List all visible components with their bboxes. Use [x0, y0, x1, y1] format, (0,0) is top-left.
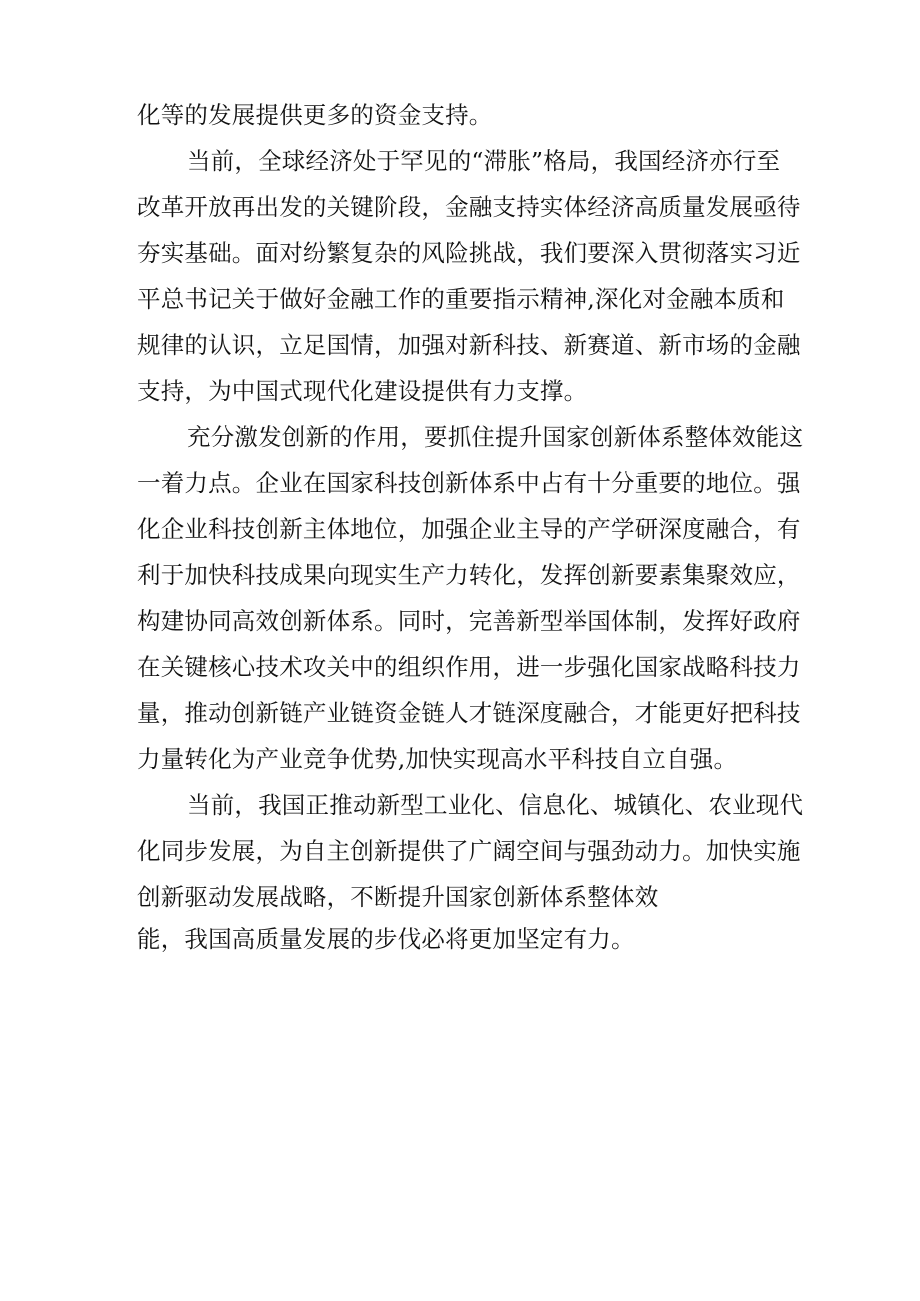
text-line: 化同步发展，为自主创新提供了广阔空间与强劲动力。加快实施 [137, 837, 801, 865]
text-line: 力量转化为产业竞争优势,加快实现高水平科技自立自强。 [137, 745, 738, 773]
paragraph-first-line: 当前，全球经济处于罕见的“滞胀”格局，我国经济亦行至 [187, 147, 781, 175]
text-line: 利于加快科技成果向现实生产力转化，发挥创新要素集聚效应， [137, 561, 801, 589]
text-line: 改革开放再出发的关键阶段，金融支持实体经济高质量发展亟待 [137, 193, 801, 221]
text-line: 创新驱动发展战略，不断提升国家创新体系整体效 [137, 883, 659, 911]
text-line: 支持，为中国式现代化建设提供有力支撑。 [137, 377, 588, 405]
text-line: 夯实基础。面对纷繁复杂的风险挑战，我们要深入贯彻落实习近 [137, 239, 801, 267]
text-line: 能，我国高质量发展的步伐必将更加坚定有力。 [137, 925, 635, 953]
text-line: 化等的发展提供更多的资金支持。 [137, 101, 493, 129]
paragraph-first-line: 充分激发创新的作用，要抓住提升国家创新体系整体效能这 [187, 423, 804, 451]
text-line: 规律的认识，立足国情，加强对新科技、新赛道、新市场的金融 [137, 331, 801, 359]
text-line: 一着力点。企业在国家科技创新体系中占有十分重要的地位。强 [137, 469, 801, 497]
text-line: 量，推动创新链产业链资金链人才链深度融合，才能更好把科技 [137, 699, 801, 727]
text-line: 平总书记关于做好金融工作的重要指示精神,深化对金融本质和 [137, 285, 785, 313]
text-line: 构建协同高效创新体系。同时，完善新型举国体制，发挥好政府 [137, 607, 801, 635]
paragraph-first-line: 当前，我国正推动新型工业化、信息化、城镇化、农业现代 [187, 791, 804, 819]
text-line: 在关键核心技术攻关中的组织作用，进一步强化国家战略科技力 [137, 653, 801, 681]
text-line: 化企业科技创新主体地位，加强企业主导的产学研深度融合，有 [137, 515, 801, 543]
